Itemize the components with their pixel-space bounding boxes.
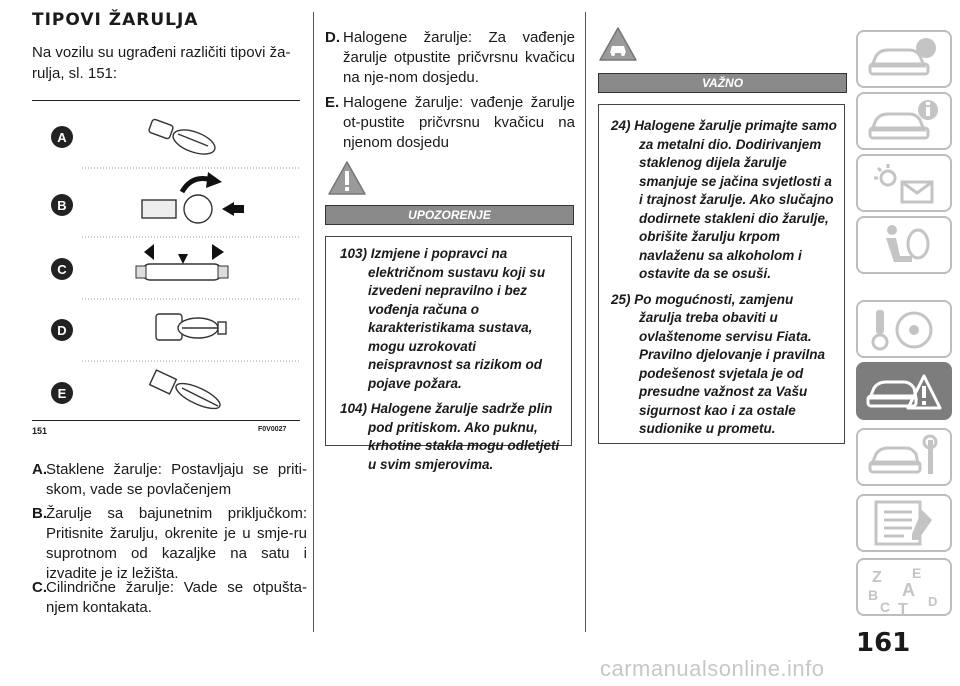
tab-car-info-i[interactable] bbox=[856, 92, 952, 150]
list-item bbox=[325, 93, 575, 153]
figure-label-c bbox=[51, 258, 73, 280]
list-item bbox=[32, 460, 307, 500]
column-divider-1 bbox=[313, 12, 314, 632]
svg-text:D: D bbox=[57, 323, 67, 338]
list-item-text: Žarulje sa bajunetnim priključkom: Pritisnite žarulju, okrenite je u smje-ru suprotnom od kazaljke na satu i izvadite je iz ležišta. bbox=[46, 505, 307, 582]
svg-text:C: C bbox=[880, 599, 891, 614]
tab-lights-mail[interactable] bbox=[856, 154, 952, 212]
car-caution-icon bbox=[598, 26, 638, 62]
tab-maintenance[interactable] bbox=[856, 428, 952, 486]
warning-note: 104) Halogene žarulje sadrže plin pod pritiskom. Ako puknu, krhotine stakla mogu odletjeti u svim smjerovima. bbox=[340, 401, 560, 472]
warning-heading: UPOZORENJE bbox=[325, 205, 574, 225]
figure-label-e bbox=[51, 382, 73, 404]
list-item-text: Halogene žarulje: Za vađenje žarulje otpustite pričvrsnu kvačicu na nje-nom dosjedu. bbox=[343, 29, 575, 86]
warning-box bbox=[325, 236, 572, 472]
list-item-label: C. bbox=[32, 579, 47, 596]
list-item bbox=[32, 504, 307, 584]
checklist-icon bbox=[866, 500, 942, 546]
svg-text:E: E bbox=[912, 565, 922, 581]
car-info-icon bbox=[866, 36, 942, 82]
tab-car-info[interactable] bbox=[856, 30, 952, 88]
list-item bbox=[32, 578, 307, 618]
tab-index[interactable] bbox=[856, 558, 952, 616]
tab-specs[interactable] bbox=[856, 494, 952, 552]
bayonet-bulb-icon bbox=[142, 172, 244, 223]
warning-note: 103) Izmjene i popravci na električnom sustavu koji su izvedeni nepravilno i bez vođenja računa o karakteristikama sustava, mogu uzrokovati neispravnost sa rizikom od pojave požara. bbox=[340, 246, 546, 391]
car-warning-triangle-icon bbox=[866, 368, 942, 414]
important-box bbox=[598, 104, 845, 444]
warning-triangle-icon bbox=[327, 160, 367, 196]
glass-bulb-icon bbox=[148, 119, 218, 159]
tab-steering[interactable] bbox=[856, 300, 952, 358]
festoon-bulb-icon bbox=[136, 244, 228, 280]
svg-text:Z: Z bbox=[872, 569, 882, 586]
steering-key-icon bbox=[866, 306, 942, 352]
important-heading: VAŽNO bbox=[598, 73, 847, 93]
halogen-bulb-d-icon bbox=[156, 314, 226, 340]
figure-top-rule bbox=[32, 100, 300, 101]
page-number: 161 bbox=[856, 628, 911, 658]
list-item-label: E. bbox=[325, 94, 340, 111]
alphabet-index-icon bbox=[866, 564, 942, 614]
list-item-label: B. bbox=[32, 505, 47, 522]
section-title: TIPOVI ŽARULJA bbox=[32, 10, 199, 30]
car-info-i-icon bbox=[866, 98, 942, 144]
important-note: 24) Halogene žarulje primajte samo za metalni dio. Dodirivanjem staklenog dijela žarulje smanjuje se jačina svjetlosti a i trajnost žarulje. Ako slučajno dodirnete stakleni dio žarulje, obrišite žarulju krpom navlaženu sa alkoholom i ostavite da se osuši. bbox=[611, 118, 837, 281]
list-item-text: Halogene žarulje: vađenje žarulje ot-pustite pričvrsnu kvačicu na njenom dosjedu bbox=[343, 94, 575, 151]
figure-label-d bbox=[51, 319, 73, 341]
svg-text:A: A bbox=[902, 580, 915, 600]
svg-text:B: B bbox=[57, 198, 67, 213]
svg-text:T: T bbox=[898, 601, 908, 614]
warning-lights-mail-icon bbox=[866, 160, 942, 206]
tab-emergency[interactable] bbox=[856, 362, 952, 420]
svg-text:E: E bbox=[57, 386, 67, 401]
list-item bbox=[325, 28, 575, 88]
list-item-label: D. bbox=[325, 29, 340, 46]
airbag-seat-icon bbox=[866, 222, 942, 268]
svg-text:C: C bbox=[57, 262, 67, 277]
figure-label-b bbox=[51, 194, 73, 216]
tab-airbag[interactable] bbox=[856, 216, 952, 274]
list-item-text: Cilindrične žarulje: Vade se otpušta-njem kontakata. bbox=[46, 579, 307, 616]
car-tools-icon bbox=[866, 434, 942, 480]
intro-paragraph: Na vozilu su ugrađeni različiti tipovi ža-rulja, sl. 151: bbox=[32, 44, 291, 82]
figure-bottom-rule bbox=[32, 420, 300, 421]
figure-code: F0V0027 bbox=[258, 426, 287, 433]
site-watermark: carmanualsonline.info bbox=[600, 656, 825, 681]
column-divider-2 bbox=[585, 12, 586, 632]
halogen-bulb-e-icon bbox=[150, 370, 223, 413]
svg-text:A: A bbox=[57, 130, 67, 145]
svg-text:D: D bbox=[928, 594, 938, 609]
figure-label-a bbox=[51, 126, 73, 148]
svg-text:B: B bbox=[868, 587, 879, 603]
list-item-label: A. bbox=[32, 461, 47, 478]
list-item-text: Staklene žarulje: Postavljaju se priti-skom, vade se povlačenjem bbox=[46, 461, 307, 498]
figure-number: 151 bbox=[32, 426, 48, 436]
bulb-types-figure bbox=[32, 104, 300, 420]
important-note: 25) Po mogućnosti, zamjenu žarulja treba obaviti u ovlaštenome servisu Fiata. Pravilno djelovanje i pravilna podešenost svjetala je od presudne važnost za Vašu sigurnost kao i za ostale sudionike u prometu. bbox=[611, 291, 826, 436]
